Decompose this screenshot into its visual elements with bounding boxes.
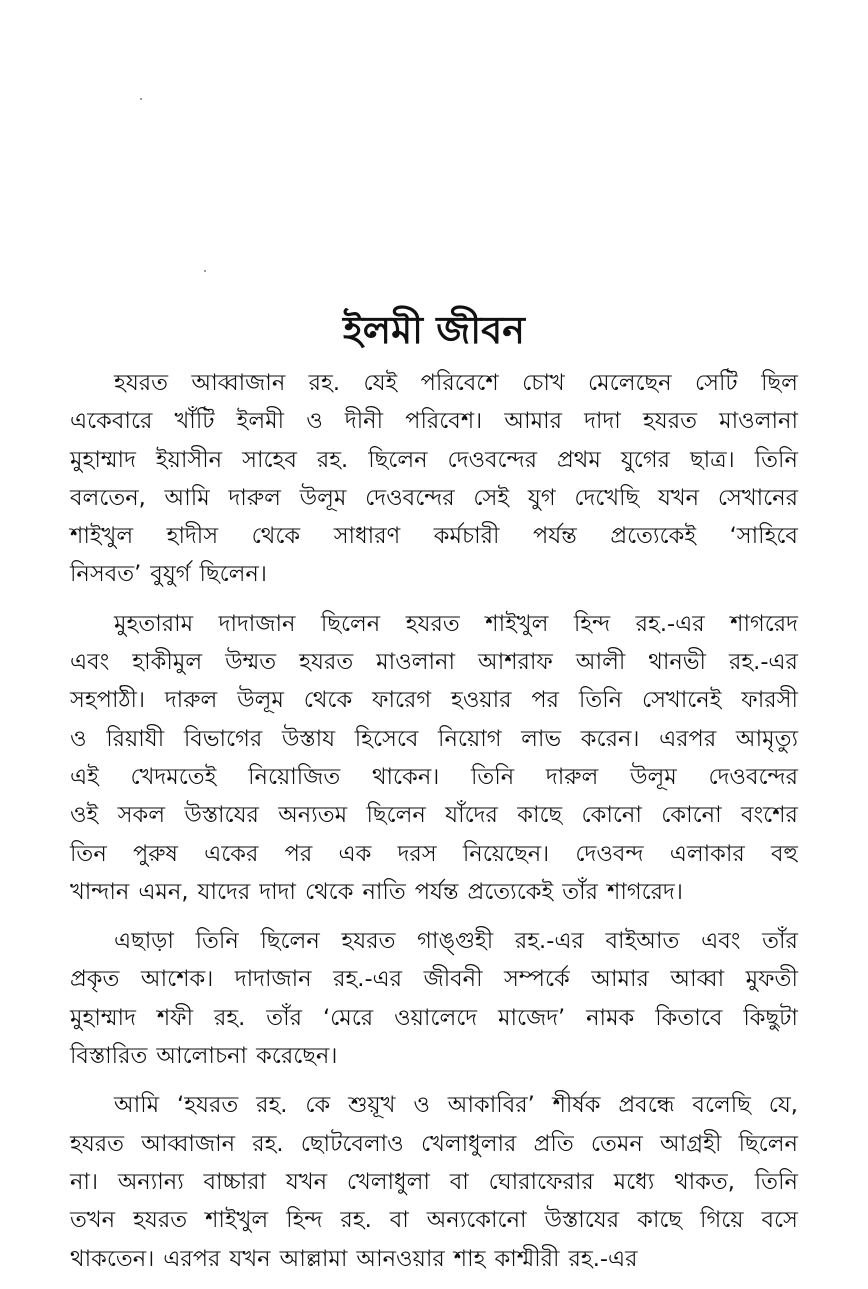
text-line: মুহতারাম দাদাজান ছিলেন হযরত শাইখুল হিন্দ রহ.-এর শাগরেদ xyxy=(114,610,798,637)
text-line: হযরত আব্বাজান রহ. ছোটবেলাও খেলাধুলার প্রতি তেমন আগ্রহী ছিলেন xyxy=(70,1130,798,1157)
text-line: তখন হযরত শাইখুল হিন্দ রহ. বা অন্যকোনো উস্তাযের কাছে গিয়ে বসে xyxy=(70,1207,798,1234)
text-line: না। অন্যান্য বাচ্চারা যখন খেলাধুলা বা ঘোরাফেরার মধ্যে থাকত, তিনি xyxy=(70,1168,798,1195)
paragraph xyxy=(70,605,798,911)
text-line: প্রকৃত আশেক। দাদাজান রহ.-এর জীবনী সম্পর্কে আমার আব্বা মুফতী xyxy=(70,966,798,993)
paragraph xyxy=(70,922,798,1075)
body-text xyxy=(70,364,798,1289)
text-line: শাইখুল হাদীস থেকে সাধারণ কর্মচারী পর্যন্ত প্রত্যেকেই ‘সাহিবে xyxy=(70,523,798,550)
paragraph xyxy=(70,364,798,594)
text-line: আমি ‘হযরত রহ. কে শুয়ূখ ও আকাবির’ শীর্ষক প্রবন্ধে বলেছি যে, xyxy=(114,1092,798,1119)
chapter-title: ইলমী জীবন xyxy=(343,308,525,352)
text-line: ওই সকল উস্তাযের অন্যতম ছিলেন যাঁদের কাছে কোনো কোনো বংশের xyxy=(70,802,798,829)
text-line: তিন পুরুষ একের পর এক দরস নিয়েছেন। দেওবন্দ এলাকার বহু xyxy=(70,840,798,867)
text-line: এবং হাকীমুল উম্মত হযরত মাওলানা আশরাফ আলী থানভী রহ.-এর xyxy=(70,649,798,676)
text-line: এই খেদমতেই নিয়োজিত থাকেন। তিনি দারুল উলূম দেওবন্দের xyxy=(70,763,798,790)
speck-mark xyxy=(140,98,142,100)
text-line: ও রিয়াযী বিভাগের উস্তায হিসেবে নিয়োগ লাভ করেন। এরপর আমৃত্যু xyxy=(70,725,798,752)
text-line: হযরত আব্বাজান রহ. যেই পরিবেশে চোখ মেলেছেন সেটি ছিল xyxy=(114,370,798,396)
speck-mark xyxy=(204,270,206,272)
text-line: এছাড়া তিনি ছিলেন হযরত গাঙ্গুহী রহ.-এর বাইআত এবং তাঁর xyxy=(114,928,798,955)
paragraph xyxy=(70,1086,798,1277)
text-line: সহপাঠী। দারুল উলূম থেকে ফারেগ হওয়ার পর তিনি সেখানেই ফারসী xyxy=(70,687,798,714)
text-line: নিসবত’ বুযুর্গ ছিলেন। xyxy=(70,561,267,588)
text-line: বিস্তারিত আলোচনা করেছেন। xyxy=(70,1043,338,1070)
text-line: মুহাম্মাদ শফী রহ. তাঁর ‘মেরে ওয়ালেদে মাজেদ’ নামক কিতাবে কিছুটা xyxy=(70,1004,798,1031)
text-line: খান্দান এমন, যাদের দাদা থেকে নাতি পর্যন্ত প্রত্যেকেই তাঁর শাগরেদ। xyxy=(70,878,683,905)
text-line: একেবারে খাঁটি ইলমী ও দীনী পরিবেশ। আমার দাদা হযরত মাওলানা xyxy=(70,408,798,435)
text-line: থাকতেন। এরপর যখন আল্লামা আনওয়ার শাহ কাশ্মীরী রহ.-এর xyxy=(70,1245,638,1272)
text-line: বলতেন, আমি দারুল উলূম দেওবন্দের সেই যুগ দেখেছি যখন সেখানের xyxy=(70,484,798,511)
text-line: মুহাম্মাদ ইয়াসীন সাহেব রহ. ছিলেন দেওবন্দের প্রথম যুগের ছাত্র। তিনি xyxy=(70,446,798,473)
